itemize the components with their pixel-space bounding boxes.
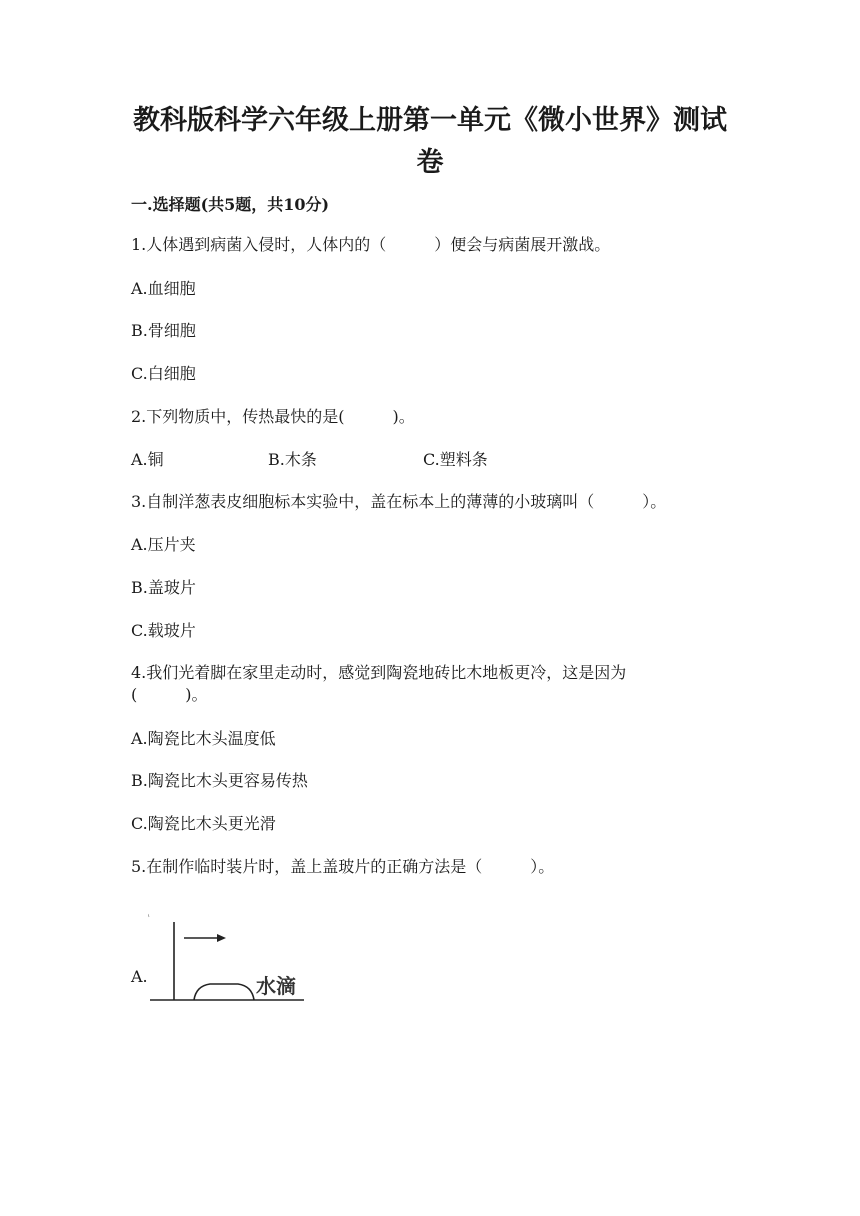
q4-option-a: A.陶瓷比木头温度低 — [131, 729, 276, 748]
q2-options-row — [131, 449, 631, 471]
q2-option-b: B.木条 — [268, 450, 317, 469]
title-line-2: 卷 — [416, 147, 444, 178]
q3-option-c: C.载玻片 — [131, 621, 196, 640]
q4-stem-line-1: 4.我们光着脚在家里走动时，感觉到陶瓷地砖比木地板更冷，这是因为 — [131, 663, 627, 682]
q2-stem: 2.下列物质中，传热最快的是( )。 — [131, 407, 415, 426]
arrow-icon — [217, 934, 226, 942]
q2-option-c: C.塑料条 — [423, 450, 488, 469]
q3-stem: 3.自制洋葱表皮细胞标本实验中，盖在标本上的薄薄的小玻璃叫（ ）。 — [131, 492, 667, 511]
coverslip-diagram — [148, 908, 308, 1008]
q1-option-b: B.骨细胞 — [131, 321, 196, 340]
water-drop-label: 水滴 — [256, 974, 296, 998]
scan-mark — [148, 914, 149, 917]
q4-option-c: C.陶瓷比木头更光滑 — [131, 814, 276, 833]
section-heading: 一.选择题(共5题，共10分) — [131, 195, 330, 214]
page-title — [120, 100, 740, 184]
title-line-1: 教科版科学六年级上册第一单元《微小世界》测试 — [133, 105, 727, 136]
q1-option-a: A.血细胞 — [131, 279, 196, 298]
q3-option-a: A.压片夹 — [131, 535, 196, 554]
q5-stem: 5.在制作临时装片时，盖上盖玻片的正确方法是（ ）。 — [131, 857, 555, 876]
q1-stem: 1.人体遇到病菌入侵时，人体内的（ ）便会与病菌展开激战。 — [131, 235, 611, 254]
water-drop-shape — [194, 984, 254, 1000]
coverslip-diagram-svg — [148, 908, 308, 1008]
q4-option-b: B.陶瓷比木头更容易传热 — [131, 771, 308, 790]
q5-option-a-label: A. — [131, 967, 148, 986]
q2-option-a: A.铜 — [131, 450, 164, 469]
q3-option-b: B.盖玻片 — [131, 578, 196, 597]
q4-stem-line-2: ( )。 — [131, 685, 208, 704]
q1-option-c: C.白细胞 — [131, 364, 196, 383]
